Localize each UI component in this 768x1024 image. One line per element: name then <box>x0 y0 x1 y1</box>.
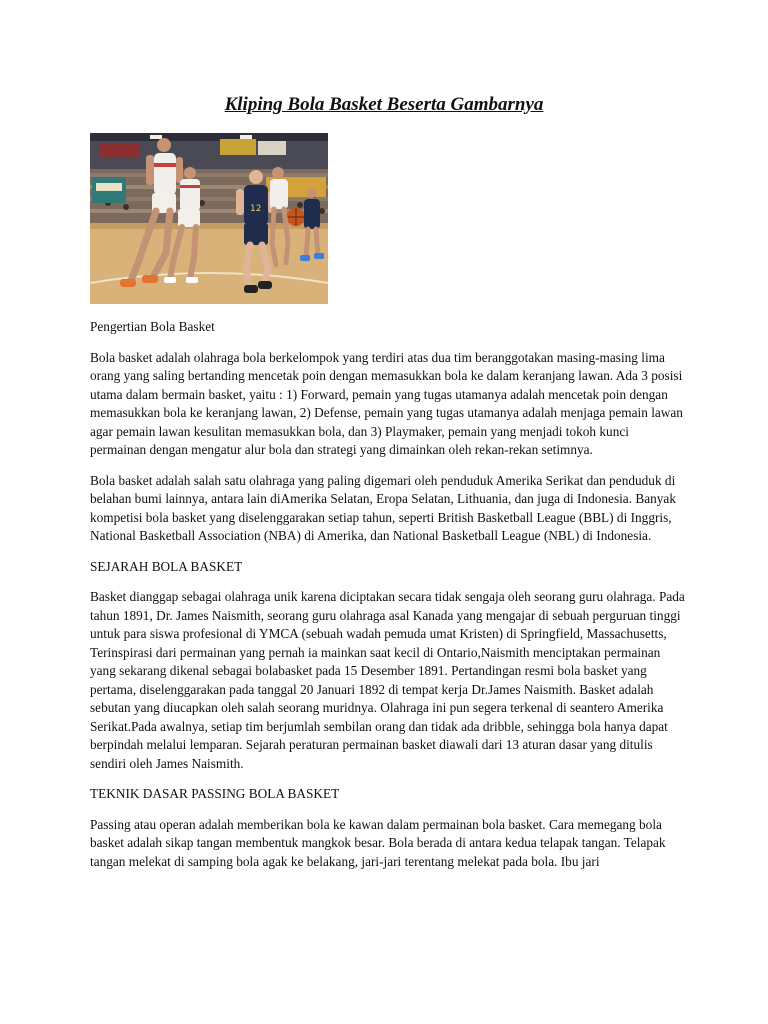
section-heading-teknik-passing: TEKNIK DASAR PASSING BOLA BASKET <box>90 786 340 801</box>
paragraph-pengertian-2: Bola basket adalah salah satu olahraga yang paling digemari oleh penduduk Amerika Serikat dan penduduk di belahan bumi lainnya, antara lain diAmerika Selatan, Eropa Selatan, Lithuania, dan juga di Indonesia. Banyak kompetisi bola basket yang diselenggarakan setiap tahun, seperti British Basketball League (BBL) di Inggris, National Basketball Association (NBA) di Amerika, dan National Basketball League (NBL) di Indonesia. <box>90 472 676 543</box>
document-title: Kliping Bola Basket Beserta Gambarnya <box>224 94 544 115</box>
paragraph-sejarah: Basket dianggap sebagai olahraga unik karena diciptakan secara tidak sengaja oleh seorang guru olahraga. Pada tahun 1891, Dr. James Naismith, seorang guru olahraga asal Kanada yang mengajar di sebuah perguruan tinggi untuk para siswa profesional di YMCA (sebuah wadah pemuda umat Kristen) di Springfield, Massachusetts, Terinspirasi dari permainan yang pernah ia mainkan saat kecil di Ontario,Naismith menciptakan permainan yang sekarang dikenal sebagai bolabasket pada 15 Desember 1891. Pertandingan resmi bola basket yang pertama, diselenggarakan pada tanggal 20 Januari 1892 di tempat kerja Dr.James Naismith. Basket adalah sebutan yang diucapkan oleh salah seorang muridnya. Olahraga ini pun segera terkenal di seantero Amerika Serikat.Pada awalnya, setiap tim berjumlah sembilan orang dan tidak ada dribble, sehingga bola hanya dapat berpindah melalui lemparan. Sejarah peraturan permainan basket diawali dari 13 aturan dasar yang ditulis sendiri oleh James Naismith. <box>90 589 685 771</box>
paragraph-teknik-passing: Passing atau operan adalah memberikan bola ke kawan dalam permainan bola basket. Cara memegang bola basket adalah sikap tangan membentuk mangkok besar. Bola berada di antara kedua telapak tangan. Telapak tangan melekat di samping bola agak ke belakang, jari-jari terentang melekat pada bola. Ibu jari <box>90 816 666 869</box>
section-heading-pengertian: Pengertian Bola Basket <box>90 319 215 334</box>
section-heading-sejarah: SEJARAH BOLA BASKET <box>90 558 243 574</box>
svg-text:12: 12 <box>250 204 262 214</box>
paragraph-pengertian-1: Bola basket adalah olahraga bola berkelompok yang terdiri atas dua tim beranggotakan masing-masing lima orang yang saling bertanding mencetak poin dengan memasukkan bola ke dalam keranjang lawan. Ada 3 posisi utama dalam bermain basket, yaitu : 1) Forward, pemain yang tugas utamanya adalah mencetak poin dengan memasukkan bola ke keranjang lawan, 2) Defense, pemain yang tugas utamanya adalah menjaga pemain lawan agar pemain lawan kesulitan memasukkan bola, dan 3) Playmaker, pemain yang menjadi tokoh kunci permainan dengan mengatur alur bola dan strategi yang dimainkan oleh rekan-rekan setimnya. <box>90 349 683 457</box>
basketball-photo <box>90 133 328 304</box>
document-body <box>90 318 686 883</box>
